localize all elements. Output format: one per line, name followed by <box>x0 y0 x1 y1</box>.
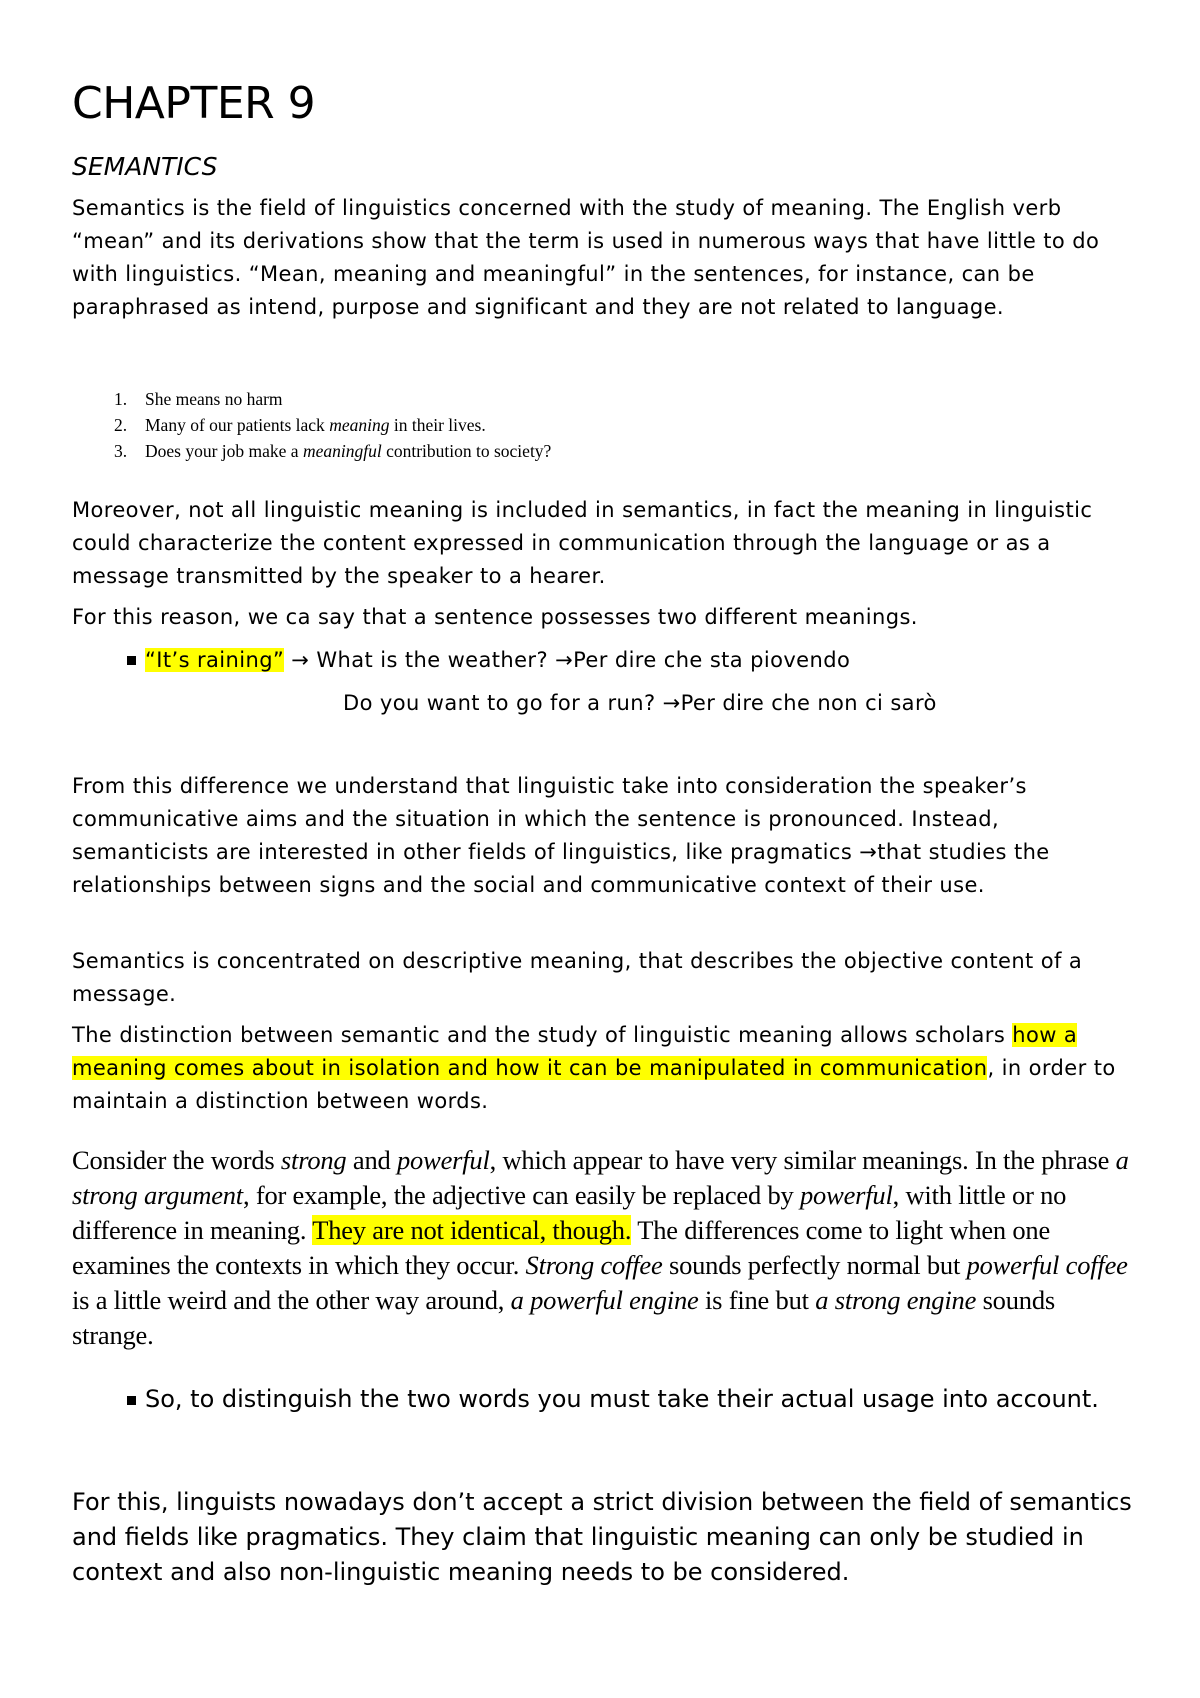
paragraph-text: that studies the relationships between signs and the social and communicative context of their use. <box>72 840 1050 897</box>
bullet-text: So, to distinguish the two words you must take their actual usage into account. <box>145 1385 1099 1413</box>
section-title: SEMANTICS <box>72 152 218 181</box>
highlighted-text: how a meaning comes about in isolation and how it can be manipulated in communication <box>72 1023 1078 1080</box>
highlighted-quote: “It’s raining” <box>145 648 285 672</box>
paragraph-text: sounds perfectly normal but <box>662 1250 967 1280</box>
emphasis: a strong argument <box>72 1145 1129 1210</box>
paragraph-text: The differences come to light when one examines the contexts in which they occur. <box>72 1215 1051 1280</box>
paragraph-text: The distinction between semantic and the study of linguistic meaning allows scholars <box>72 1023 1013 1047</box>
list-emphasis: meaning <box>329 415 390 435</box>
paragraph-text: , with little or no difference in meaning. <box>72 1180 1067 1245</box>
paragraph-distinction <box>72 1019 1142 1118</box>
paragraph-text: , for example, the adjective can easily be replaced by <box>242 1180 800 1210</box>
list-number: 3. <box>114 441 128 461</box>
bullet-item <box>72 1382 1142 1417</box>
paragraph-text: Consider the words <box>72 1145 281 1175</box>
meaning-question: Do you want to go for a run? <box>343 691 663 715</box>
emphasis: powerful <box>397 1145 490 1175</box>
paragraph-strong-powerful <box>72 1143 1142 1353</box>
list-item <box>72 386 1142 412</box>
chapter-title: CHAPTER 9 <box>72 78 316 129</box>
meaning-answer: Per dire che sta piovendo <box>573 648 851 672</box>
list-text: in their lives. <box>389 415 486 435</box>
list-item <box>72 438 1142 464</box>
paragraph-text: sounds strange. <box>72 1285 1055 1350</box>
paragraph-text: From this difference we understand that linguistic take into consideration the speaker’s communicative aims and the situation in which the sentence is pronounced. Instead, semanticists are interested in other fields of linguistics, like pragmatics <box>72 774 1027 864</box>
paragraph-moreover: Moreover, not all linguistic meaning is included in semantics, in fact the meaning in linguistic could characterize the content expressed in communication through the language or as a message transmitted by the speaker to a hearer. <box>72 498 1093 588</box>
paragraph-text: , which appear to have very similar meanings. In the phrase <box>489 1145 1116 1175</box>
list-text: contribution to society? <box>381 441 552 461</box>
list-number: 2. <box>114 415 128 435</box>
paragraph-conclusion: For this, linguists nowadays don’t accept a strict division between the field of semantics and fields like pragmatics. They claim that linguistic meaning can only be studied in context and also non-linguistic meaning needs to be considered. <box>72 1488 1132 1586</box>
square-bullet-icon <box>127 1396 136 1405</box>
paragraph-descriptive: Semantics is concentrated on descriptive meaning, that describes the objective content of a message. <box>72 949 1083 1006</box>
bullet-usage <box>72 1382 1142 1417</box>
bullet-raining-continuation <box>343 687 1143 720</box>
paragraph-text: is a little weird and the other way around, <box>72 1285 511 1315</box>
list-text: She means no harm <box>145 389 283 409</box>
paragraph-text: and <box>346 1145 397 1175</box>
paragraph-text: is fine but <box>698 1285 816 1315</box>
bullet-raining <box>72 644 1142 677</box>
highlighted-text: They are not identical, though. <box>312 1215 632 1245</box>
paragraph-intro: Semantics is the field of linguistics concerned with the study of meaning. The English verb “mean” and its derivations show that the term is used in numerous ways that have little to do with linguistics. “Mean, meaning and meaningful” in the sentences, for instance, can be paraphrased as intend, purpose and significant and they are not related to language. <box>72 196 1100 319</box>
list-text: Many of our patients lack <box>145 415 330 435</box>
emphasis: powerful coffee <box>966 1250 1128 1280</box>
arrow-right-icon: → <box>291 648 310 672</box>
emphasis: a powerful engine <box>510 1285 699 1315</box>
list-item <box>72 412 1142 438</box>
emphasis: a strong engine <box>815 1285 977 1315</box>
list-emphasis: meaningful <box>302 441 382 461</box>
arrow-right-icon: → <box>859 840 878 864</box>
bullet-item <box>72 644 1142 677</box>
paragraph-text: , in order to maintain a distinction between words. <box>72 1056 1116 1113</box>
list-number: 1. <box>114 389 128 409</box>
arrow-right-icon: → <box>662 691 681 715</box>
meaning-answer: Per dire che non ci sarò <box>680 691 937 715</box>
example-list <box>72 386 1142 464</box>
emphasis: powerful <box>800 1180 893 1210</box>
emphasis: Strong coffee <box>525 1250 663 1280</box>
list-text: Does your job make a <box>145 441 303 461</box>
meaning-question: What is the weather? <box>309 648 556 672</box>
square-bullet-icon <box>127 656 136 665</box>
paragraph-reason: For this reason, we ca say that a sentence possesses two different meanings. <box>72 605 918 629</box>
paragraph-difference <box>72 770 1142 902</box>
arrow-right-icon: → <box>555 648 574 672</box>
emphasis: strong <box>280 1145 347 1175</box>
